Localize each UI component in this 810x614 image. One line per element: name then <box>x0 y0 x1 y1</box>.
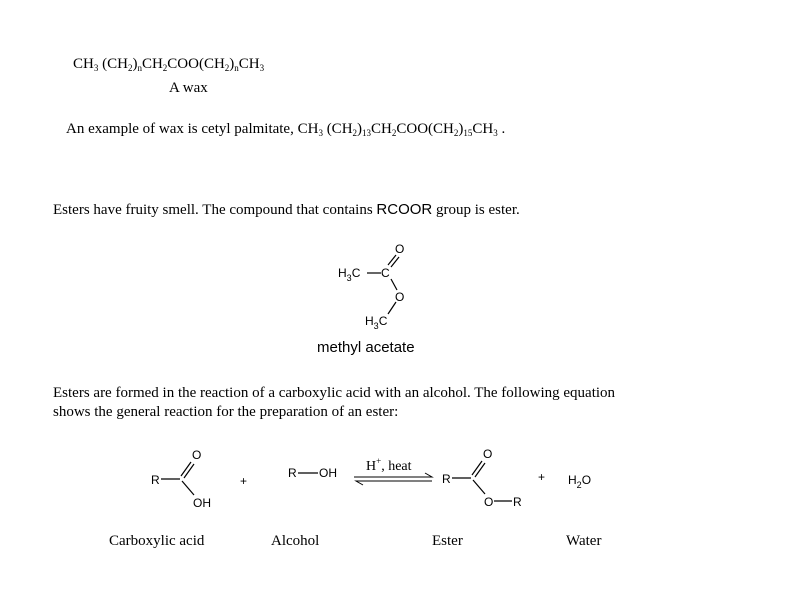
alcohol-oh: OH <box>319 466 337 480</box>
acid-o: O <box>192 448 202 462</box>
wax-formula: $CH_3$ $(CH_2)_nCH_2COO(CH_2)_nCH_3$ <box>73 56 265 73</box>
formation-line-2: shows the general reaction for the preparation of an ester: <box>53 404 399 420</box>
atom-o-carbonyl: O <box>395 242 405 256</box>
label-carboxylic-acid: Carboxylic acid <box>109 533 205 549</box>
reaction-condition: H+, heat <box>366 456 412 474</box>
atom-c-center: C <box>381 266 390 280</box>
ester-r2: R <box>513 495 522 509</box>
carboxylic-acid-structure <box>151 448 211 510</box>
plus-sign-1: + <box>240 474 248 488</box>
ester-structure <box>442 447 522 509</box>
atom-h3c-left: $H_3C$ <box>338 266 361 283</box>
label-water: Water <box>566 533 602 549</box>
plus-sign-2: + <box>538 470 546 484</box>
ester-o: O <box>483 447 493 461</box>
methyl-acetate-caption: methyl acetate <box>317 339 415 356</box>
rcoor-group: RCOOR <box>376 201 433 218</box>
wax-example: An example of wax is cetyl palmitate, $CH_3$ $(CH_2)_{13}CH_2COO(CH_2)_{15}CH_3$ . <box>66 121 506 138</box>
ester-r: R <box>442 472 451 486</box>
wax-caption: A wax <box>169 80 208 96</box>
atom-o-ester: O <box>395 290 405 304</box>
label-alcohol: Alcohol <box>271 533 320 549</box>
alcohol-structure <box>288 466 337 480</box>
atom-h3c-bottom: $H_3C$ <box>365 314 388 331</box>
formation-line-1: Esters are formed in the reaction of a carboxylic acid with an alcohol. The following equation <box>53 385 616 401</box>
label-ester: Ester <box>432 533 463 549</box>
equilibrium-arrows <box>354 473 432 485</box>
alcohol-r: R <box>288 466 297 480</box>
acid-oh: OH <box>193 496 211 510</box>
acid-r: R <box>151 473 160 487</box>
esters-intro: Esters have fruity smell. The compound that contains RCOOR group is ester. <box>53 201 520 218</box>
ester-o2: O <box>484 495 494 509</box>
water-formula: $H_2O$ <box>568 473 592 490</box>
